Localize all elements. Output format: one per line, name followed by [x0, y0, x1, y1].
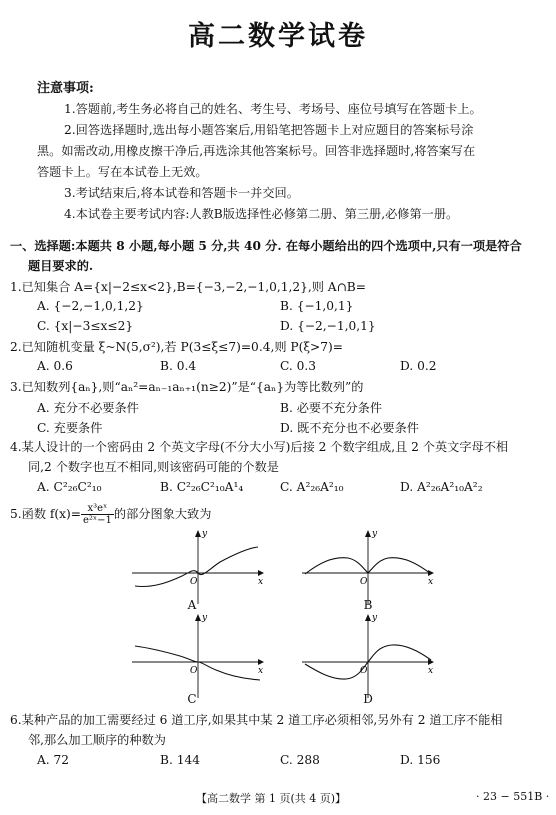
graph-c-y-label: y [202, 613, 208, 623]
q6-option-b: B. 144 [160, 753, 200, 767]
graph-a-label: A [187, 598, 197, 612]
graph-c-label: C [187, 692, 197, 706]
graph-b-y-label: y [372, 529, 378, 539]
q4-option-d: D. A²₂₆A²₁₀A²₂ [400, 480, 483, 494]
graph-d-label: D [363, 692, 373, 706]
q6-option-d: D. 156 [400, 753, 441, 767]
graph-b-origin: O [360, 577, 368, 587]
section-heading-2: 题目要求的. [28, 259, 94, 273]
note-line-3: 黑。如需改动,用橡皮擦干净后,再选涂其他答案标号。回答非选择题时,将答案写在 [37, 144, 476, 158]
footer-code: · 23 − 551B · [476, 790, 550, 803]
q1-option-d: D. {−2,−1,0,1} [280, 319, 376, 333]
q3-option-c: C. 充要条件 [37, 421, 103, 435]
graph-d [300, 612, 440, 702]
note-line-6: 4.本试卷主要考试内容:人教B版选择性必修第二册、第三册,必修第一册。 [64, 207, 459, 221]
q2-option-a: A. 0.6 [37, 359, 73, 373]
q4-stem-1: 4.某人设计的一个密码由 2 个英文字母(不分大小写)后接 2 个数字组成,且 2 个英文字母不相 [10, 440, 509, 454]
graph-b-x-label: x [428, 577, 434, 587]
q3-option-a: A. 充分不必要条件 [37, 401, 139, 415]
q2-option-b: B. 0.4 [160, 359, 197, 373]
note-line-1: 1.答题前,考生务必将自己的姓名、考生号、考场号、座位号填写在答题卡上。 [64, 102, 482, 116]
q5-fraction [81, 503, 114, 526]
graph-a-x-label: x [258, 577, 264, 587]
q2-option-c: C. 0.3 [280, 359, 317, 373]
graph-d-origin: O [360, 666, 368, 676]
graph-d-x-label: x [428, 666, 434, 676]
graph-c-x-label: x [258, 666, 264, 676]
notes-heading: 注意事项: [37, 81, 94, 96]
q1-option-a: A. {−2,−1,0,1,2} [37, 299, 144, 313]
q6-option-c: C. 288 [280, 753, 320, 767]
graph-c [130, 612, 270, 702]
graph-b [300, 528, 440, 608]
page-title: 高二数学试卷 [188, 21, 368, 52]
section-heading: 一、选择题:本题共 8 小题,每小题 5 分,共 40 分. 在每小题给出的四个选项中,只有一项是符合 [10, 239, 522, 253]
graph-b-label: B [363, 598, 373, 612]
q6-option-a: A. 72 [37, 753, 70, 767]
q3-option-b: B. 必要不充分条件 [280, 401, 383, 415]
q4-option-c: C. A²₂₆A²₁₀ [280, 480, 344, 494]
q3-option-d: D. 既不充分也不必要条件 [280, 421, 419, 435]
note-line-5: 3.考试结束后,将本试卷和答题卡一并交回。 [64, 186, 299, 200]
note-line-4: 答题卡上。写在本试卷上无效。 [37, 165, 208, 179]
note-line-2: 2.回答选择题时,选出每小题答案后,用铅笔把答题卡上对应题目的答案标号涂 [64, 123, 474, 137]
q4-option-b: B. C²₂₆C²₁₀A¹₄ [160, 480, 244, 494]
q4-option-a: A. C²₂₆C²₁₀ [37, 480, 102, 494]
footer-page-info: 【高二数学 第 1 页(共 4 页)】 [196, 792, 347, 805]
q2-option-d: D. 0.2 [400, 359, 437, 373]
graph-a-y-label: y [202, 529, 208, 539]
graph-a [130, 528, 270, 608]
graph-c-origin: O [190, 666, 198, 676]
q2-stem: 2.已知随机变量 ξ~N(5,σ²),若 P(3≤ξ≤7)=0.4,则 P(ξ>7)= [10, 340, 343, 354]
q5-stem-suffix: 的部分图象大致为 [113, 507, 212, 521]
q6-stem-2: 邻,那么加工顺序的种数为 [28, 733, 166, 747]
q5-stem-prefix: 5.函数 f(x)= [10, 507, 81, 521]
q1-stem: 1.已知集合 A={x|−2≤x<2},B={−3,−2,−1,0,1,2},则 A∩B= [10, 280, 366, 294]
q3-stem: 3.已知数列{aₙ},则“aₙ²=aₙ₋₁aₙ₊₁(n≥2)”是“{aₙ}为等比数列”的 [10, 380, 364, 394]
q5-numerator: x³eˣ [81, 503, 114, 515]
q4-stem-2: 同,2 个数字也互不相同,则该密码可能的个数是 [28, 460, 279, 474]
q5-denominator: e²ˣ−1 [82, 515, 112, 526]
q5-stem [10, 503, 211, 526]
q1-option-b: B. {−1,0,1} [280, 299, 354, 313]
graph-d-y-label: y [372, 613, 378, 623]
graph-a-origin: O [190, 577, 198, 587]
q1-option-c: C. {x|−3≤x≤2} [37, 319, 134, 333]
q6-stem-1: 6.某种产品的加工需要经过 6 道工序,如果其中某 2 道工序必须相邻,另外有 2 道工序不能相 [10, 713, 503, 727]
